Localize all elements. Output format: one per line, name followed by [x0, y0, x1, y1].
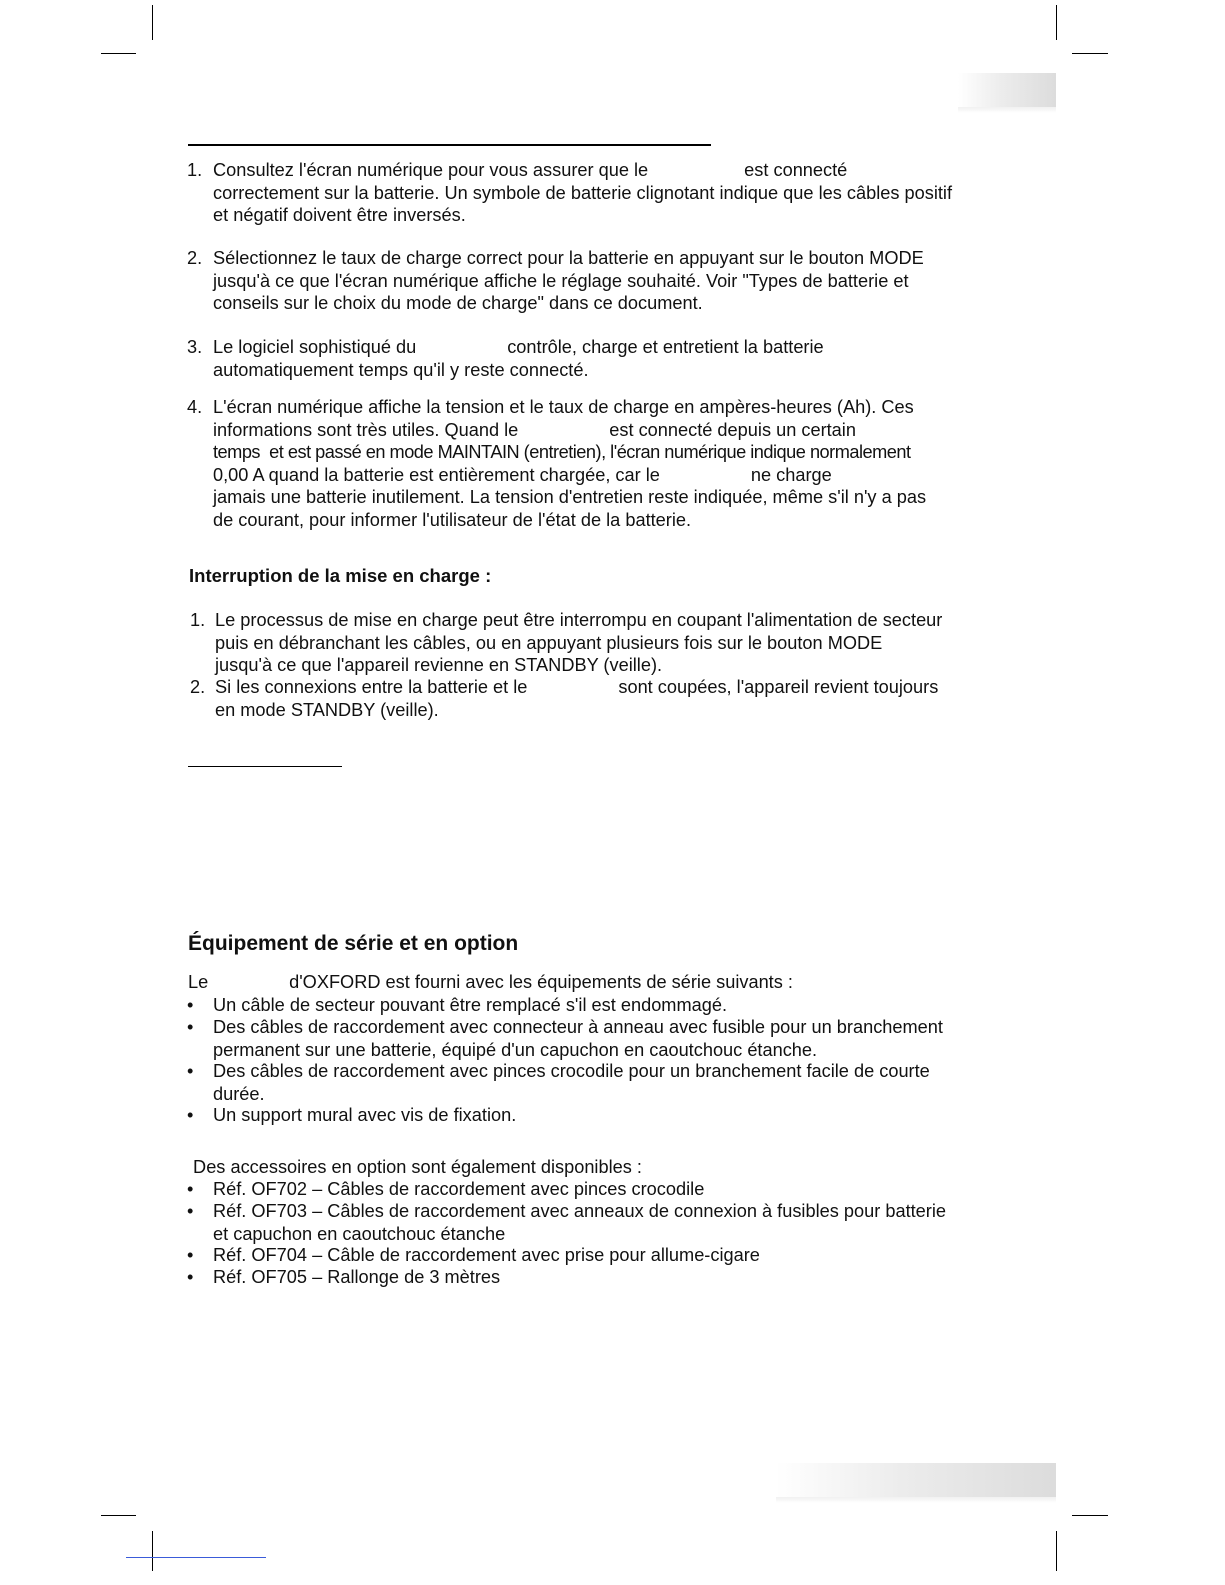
equipment-intro-line: Le d'OXFORD est fourni avec les équipements de série suivants :	[188, 972, 793, 992]
crop-mark-bottom-left-vertical	[152, 1531, 153, 1571]
standard-item	[213, 994, 727, 1017]
interruption-item-line: Le processus de mise en charge peut être interrompu en coupant l'alimentation de secteur	[215, 610, 943, 630]
interruption-item-line: Si les connexions entre la batterie et le sont coupées, l'appareil revient toujours	[215, 677, 939, 697]
equipment-intro	[188, 971, 793, 994]
step-2-line: Sélectionnez le taux de charge correct pour la batterie en appuyant sur le bouton MODE	[213, 248, 924, 268]
standard-item-line: Un câble de secteur pouvant être remplacé s'il est endommagé.	[213, 995, 728, 1015]
step-4-line: informations sont très utiles. Quand le est connecté depuis un certain	[213, 419, 856, 440]
bottom-guide-line	[126, 1557, 266, 1558]
standard-item-line: Des câbles de raccordement avec pinces crocodile pour un branchement facile de courte	[213, 1061, 930, 1081]
section-rule-middle	[188, 766, 342, 767]
step-1-line: Consultez l'écran numérique pour vous assurer que le est connecté	[213, 160, 848, 180]
interruption-item-2-text	[215, 676, 938, 721]
bullet-marker: •	[187, 1061, 194, 1081]
step-4-line: temps et est passé en mode MAINTAIN (entretien), l'écran numérique indique normalement	[213, 442, 911, 463]
step-1-text	[213, 159, 952, 227]
standard-item-line: Des câbles de raccordement avec connecteur à anneau avec fusible pour un branchement	[213, 1017, 943, 1037]
step-1-line: et négatif doivent être inversés.	[213, 205, 466, 226]
step-4-text	[213, 396, 926, 532]
equipment-heading: Équipement de série et en option	[188, 932, 519, 955]
interruption-item-2-number: 2.	[190, 677, 206, 697]
crop-mark-top-right-vertical	[1056, 5, 1057, 40]
step-3-number: 3.	[187, 337, 203, 357]
optional-item-line: Réf. OF705 – Rallonge de 3 mètres	[213, 1267, 501, 1287]
crop-mark-bottom-left-horizontal	[101, 1515, 136, 1516]
bullet-marker: •	[187, 1017, 194, 1037]
step-4-number: 4.	[187, 397, 203, 417]
step-3-line: Le logiciel sophistiqué du contrôle, charge et entretient la batterie	[213, 337, 824, 357]
standard-item-line: Un support mural avec vis de fixation.	[213, 1105, 517, 1125]
standard-item	[213, 1060, 930, 1105]
interruption-item-line: jusqu'à ce que l'appareil revienne en STANDBY (veille).	[215, 655, 663, 676]
step-2-line: conseils sur le choix du mode de charge" dans ce document.	[213, 293, 703, 314]
bullet-marker: •	[187, 995, 194, 1015]
crop-mark-top-right-horizontal	[1072, 53, 1108, 54]
step-2-line: jusqu'à ce que l'écran numérique affiche le réglage souhaité. Voir "Types de batterie et	[213, 270, 909, 291]
step-1-line: correctement sur la batterie. Un symbole de batterie clignotant indique que les câbles positif	[213, 182, 953, 203]
bullet-marker: •	[187, 1179, 194, 1199]
step-4-line: de courant, pour informer l'utilisateur de l'état de la batterie.	[213, 509, 692, 530]
bullet-marker: •	[187, 1201, 194, 1221]
optional-item	[213, 1266, 500, 1289]
crop-mark-top-left-vertical	[152, 5, 153, 40]
step-1-number: 1.	[187, 160, 203, 180]
optional-item-line: et capuchon en caoutchouc étanche	[213, 1223, 506, 1244]
optional-item-line: Réf. OF702 – Câbles de raccordement avec pinces crocodile	[213, 1179, 705, 1199]
bullet-marker: •	[187, 1267, 194, 1287]
interruption-item-line: en mode STANDBY (veille).	[215, 699, 439, 720]
optional-intro	[188, 1156, 642, 1179]
step-4-line: L'écran numérique affiche la tension et le taux de charge en ampères-heures (Ah). Ces	[213, 397, 914, 417]
crop-mark-top-left-horizontal	[101, 53, 136, 54]
step-3-text	[213, 336, 824, 381]
crop-mark-bottom-right-horizontal	[1072, 1515, 1108, 1516]
standard-item	[213, 1016, 943, 1061]
step-2-text	[213, 247, 924, 315]
header-tab-shade	[958, 73, 1056, 107]
step-4-line: 0,00 A quand la batterie est entièrement chargée, car le ne charge	[213, 464, 832, 485]
bullet-marker: •	[187, 1105, 194, 1125]
standard-item	[213, 1104, 516, 1127]
interruption-heading: Interruption de la mise en charge :	[189, 565, 492, 586]
standard-item-line: permanent sur une batterie, équipé d'un capuchon en caoutchouc étanche.	[213, 1039, 818, 1060]
bullet-marker: •	[187, 1245, 194, 1265]
section-rule-top	[188, 144, 711, 146]
optional-item-line: Réf. OF703 – Câbles de raccordement avec anneaux de connexion à fusibles pour batterie	[213, 1201, 946, 1221]
interruption-item-line: puis en débranchant les câbles, ou en appuyant plusieurs fois sur le bouton MODE	[215, 632, 883, 653]
step-4-line: jamais une batterie inutilement. La tension d'entretien reste indiquée, même s'il n'y a pas	[213, 487, 927, 508]
standard-item-line: durée.	[213, 1083, 265, 1104]
interruption-item-1-text	[215, 609, 942, 677]
step-2-number: 2.	[187, 248, 203, 268]
footer-tab-shade	[776, 1463, 1056, 1497]
optional-item	[213, 1200, 946, 1245]
interruption-item-1-number: 1.	[190, 610, 206, 630]
optional-intro-line: Des accessoires en option sont également disponibles :	[188, 1157, 642, 1177]
step-3-line: automatiquement temps qu'il y reste connecté.	[213, 359, 589, 380]
optional-item	[213, 1178, 704, 1201]
optional-item-line: Réf. OF704 – Câble de raccordement avec prise pour allume-cigare	[213, 1245, 760, 1265]
optional-item	[213, 1244, 760, 1267]
crop-mark-bottom-right-vertical	[1056, 1531, 1057, 1571]
